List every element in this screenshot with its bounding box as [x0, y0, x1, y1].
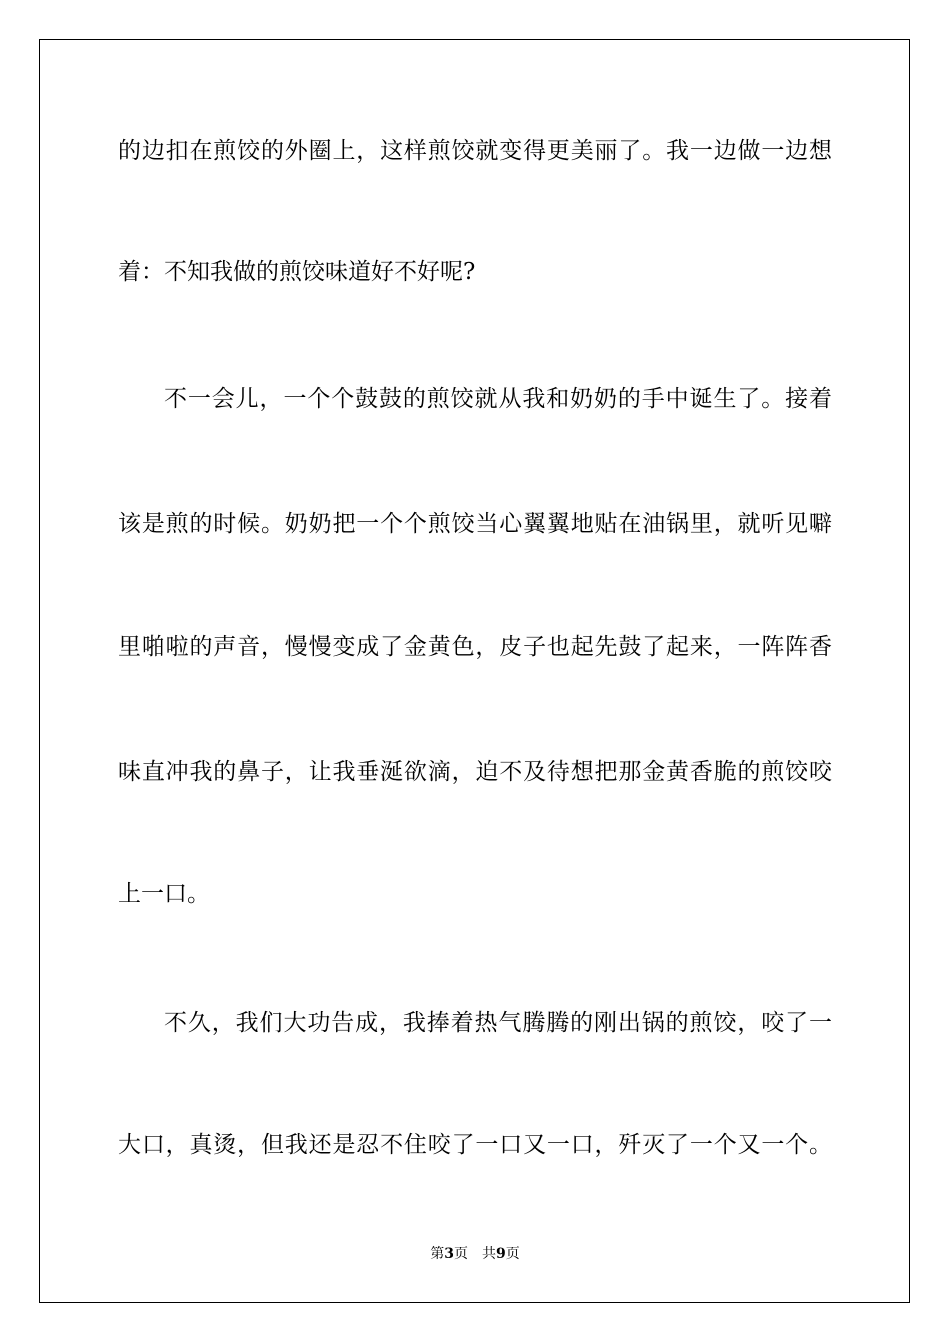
- body-text-line: 味直冲我的鼻子，让我垂涎欲滴，迫不及待想把那金黄香脆的煎饺咬: [118, 759, 832, 785]
- page-total: 共9页: [482, 1246, 520, 1262]
- body-text-line: 上一口。: [118, 881, 210, 907]
- body-text-line: 不一会儿，一个个鼓鼓的煎饺就从我和奶奶的手中诞生了。接着: [164, 386, 832, 412]
- body-text-line: 该是煎的时候。奶奶把一个个煎饺当心翼翼地贴在油锅里，就听见噼: [118, 511, 832, 537]
- page-border: [39, 39, 910, 1303]
- body-text-line: 大口，真烫，但我还是忍不住咬了一口又一口，歼灭了一个又一个。: [118, 1132, 832, 1158]
- body-text-line: 着：不知我做的煎饺味道好不好呢?: [118, 259, 476, 285]
- body-text-line: 的边扣在煎饺的外圈上，这样煎饺就变得更美丽了。我一边做一边想: [118, 138, 832, 164]
- body-text-line: 里啪啦的声音，慢慢变成了金黄色，皮子也起先鼓了起来，一阵阵香: [118, 634, 832, 660]
- page-footer: [0, 1244, 950, 1264]
- page-number: 第3页: [430, 1246, 468, 1262]
- body-text-line: 不久，我们大功告成，我捧着热气腾腾的刚出锅的煎饺，咬了一: [164, 1010, 832, 1036]
